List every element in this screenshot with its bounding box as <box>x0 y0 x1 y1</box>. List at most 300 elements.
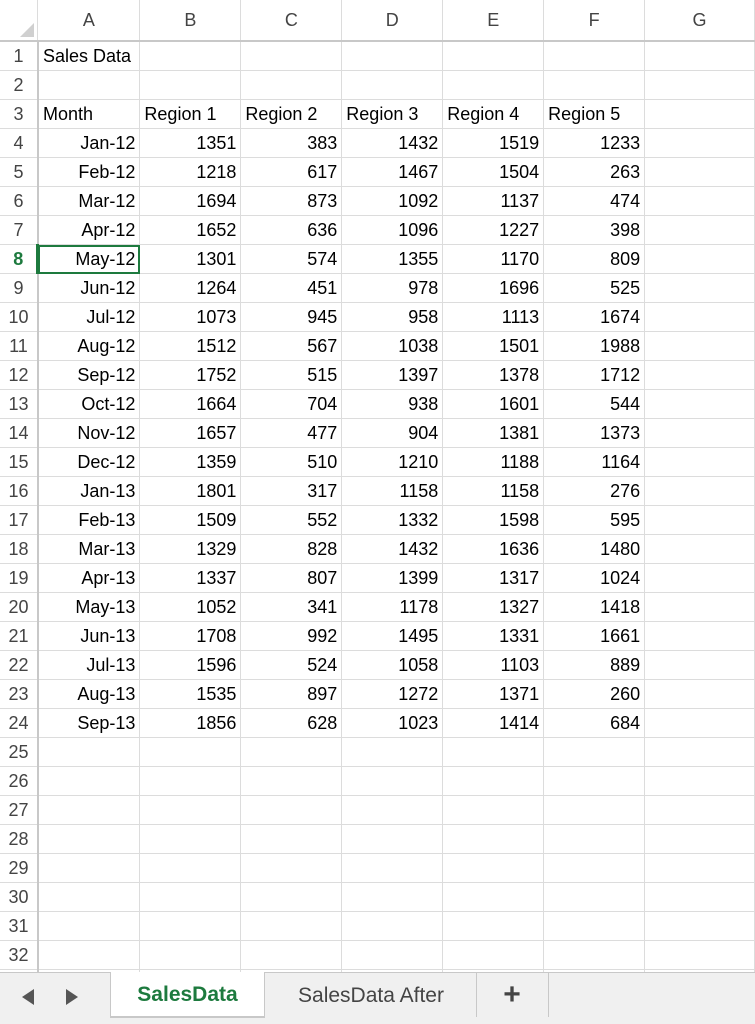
cell-g2[interactable] <box>645 71 755 100</box>
cell-c8[interactable]: 574 <box>241 245 342 274</box>
cell-e30[interactable] <box>443 883 544 912</box>
cell-d26[interactable] <box>342 767 443 796</box>
cell-d23[interactable]: 1272 <box>342 680 443 709</box>
cell-f2[interactable] <box>544 71 645 100</box>
cell-f32[interactable] <box>544 941 645 970</box>
cell-f11[interactable]: 1988 <box>544 332 645 361</box>
cell-c22[interactable]: 524 <box>241 651 342 680</box>
cell-d17[interactable]: 1332 <box>342 506 443 535</box>
sheet-row <box>0 448 755 477</box>
cell-a14[interactable]: Nov-12 <box>38 419 140 448</box>
cell-c9[interactable]: 451 <box>241 274 342 303</box>
cell-b4[interactable]: 1351 <box>140 129 241 158</box>
cell-d8[interactable]: 1355 <box>342 245 443 274</box>
cell-c16[interactable]: 317 <box>241 477 342 506</box>
cell-a21[interactable]: Jun-13 <box>38 622 140 651</box>
cell-f22[interactable]: 889 <box>544 651 645 680</box>
cell-f20[interactable]: 1418 <box>544 593 645 622</box>
cell-c13[interactable]: 704 <box>241 390 342 419</box>
sheet-row <box>0 709 755 738</box>
cell-b17[interactable]: 1509 <box>140 506 241 535</box>
cell-g3[interactable] <box>645 100 755 129</box>
cell-e4[interactable]: 1519 <box>443 129 544 158</box>
cell-c5[interactable]: 617 <box>241 158 342 187</box>
cell-f10[interactable]: 1674 <box>544 303 645 332</box>
cell-a3[interactable]: Month <box>38 100 140 129</box>
cell-f3[interactable]: Region 5 <box>544 100 645 129</box>
cell-e26[interactable] <box>443 767 544 796</box>
cell-e13[interactable]: 1601 <box>443 390 544 419</box>
cell-d15[interactable]: 1210 <box>342 448 443 477</box>
sheet-row <box>0 71 755 100</box>
cell-g1[interactable] <box>645 41 755 71</box>
row-header[interactable]: 29 <box>0 854 38 883</box>
cell-a26[interactable] <box>38 767 140 796</box>
row-header[interactable]: 17 <box>0 506 38 535</box>
select-all-corner[interactable] <box>0 0 38 41</box>
cell-d6[interactable]: 1092 <box>342 187 443 216</box>
cell-d21[interactable]: 1495 <box>342 622 443 651</box>
cell-g18[interactable] <box>645 535 755 564</box>
cell-g13[interactable] <box>645 390 755 419</box>
cell-f12[interactable]: 1712 <box>544 361 645 390</box>
cell-c14[interactable]: 477 <box>241 419 342 448</box>
cell-b12[interactable]: 1752 <box>140 361 241 390</box>
cell-b23[interactable]: 1535 <box>140 680 241 709</box>
cell-e32[interactable] <box>443 941 544 970</box>
cell-e21[interactable]: 1331 <box>443 622 544 651</box>
cell-f4[interactable]: 1233 <box>544 129 645 158</box>
cell-a16[interactable]: Jan-13 <box>38 477 140 506</box>
cell-b29[interactable] <box>140 854 241 883</box>
cell-g4[interactable] <box>645 129 755 158</box>
column-header-f[interactable]: F <box>544 0 645 41</box>
cell-a23[interactable]: Aug-13 <box>38 680 140 709</box>
sheet-row <box>0 680 755 709</box>
row-header[interactable]: 12 <box>0 361 38 390</box>
cell-f14[interactable]: 1373 <box>544 419 645 448</box>
tab-salesdata-after[interactable]: SalesData After <box>266 973 477 1017</box>
cell-a15[interactable]: Dec-12 <box>38 448 140 477</box>
row-header[interactable]: 8 <box>0 245 38 274</box>
row-header[interactable]: 10 <box>0 303 38 332</box>
sheet-row <box>0 593 755 622</box>
cell-b26[interactable] <box>140 767 241 796</box>
cell-b5[interactable]: 1218 <box>140 158 241 187</box>
cell-c30[interactable] <box>241 883 342 912</box>
cell-g12[interactable] <box>645 361 755 390</box>
sheet-row <box>0 100 755 129</box>
cell-c31[interactable] <box>241 912 342 941</box>
row-header[interactable]: 2 <box>0 71 38 100</box>
cell-e12[interactable]: 1378 <box>443 361 544 390</box>
cell-b28[interactable] <box>140 825 241 854</box>
cell-f23[interactable]: 260 <box>544 680 645 709</box>
cell-b1[interactable] <box>140 41 241 71</box>
sheet-row <box>0 535 755 564</box>
cell-g7[interactable] <box>645 216 755 245</box>
cell-c7[interactable]: 636 <box>241 216 342 245</box>
cell-f24[interactable]: 684 <box>544 709 645 738</box>
cell-a17[interactable]: Feb-13 <box>38 506 140 535</box>
column-header-row <box>0 0 755 41</box>
cell-b9[interactable]: 1264 <box>140 274 241 303</box>
row-header[interactable]: 14 <box>0 419 38 448</box>
cell-g28[interactable] <box>645 825 755 854</box>
cell-e18[interactable]: 1636 <box>443 535 544 564</box>
cell-c3[interactable]: Region 2 <box>241 100 342 129</box>
cell-e29[interactable] <box>443 854 544 883</box>
cell-a11[interactable]: Aug-12 <box>38 332 140 361</box>
cell-b11[interactable]: 1512 <box>140 332 241 361</box>
cell-e23[interactable]: 1371 <box>443 680 544 709</box>
cell-e6[interactable]: 1137 <box>443 187 544 216</box>
cell-a5[interactable]: Feb-12 <box>38 158 140 187</box>
cell-f31[interactable] <box>544 912 645 941</box>
tab-salesdata[interactable]: SalesData <box>110 972 265 1018</box>
cell-b19[interactable]: 1337 <box>140 564 241 593</box>
cell-a31[interactable] <box>38 912 140 941</box>
cell-c15[interactable]: 510 <box>241 448 342 477</box>
cell-b16[interactable]: 1801 <box>140 477 241 506</box>
cell-g5[interactable] <box>645 158 755 187</box>
sheet-row <box>0 187 755 216</box>
cell-g31[interactable] <box>645 912 755 941</box>
row-header[interactable]: 22 <box>0 651 38 680</box>
cell-a28[interactable] <box>38 825 140 854</box>
cell-d20[interactable]: 1178 <box>342 593 443 622</box>
row-header[interactable]: 4 <box>0 129 38 158</box>
cell-c6[interactable]: 873 <box>241 187 342 216</box>
cell-f26[interactable] <box>544 767 645 796</box>
cell-d16[interactable]: 1158 <box>342 477 443 506</box>
cell-f28[interactable] <box>544 825 645 854</box>
cell-b7[interactable]: 1652 <box>140 216 241 245</box>
column-header-a[interactable]: A <box>38 0 140 41</box>
cell-d9[interactable]: 978 <box>342 274 443 303</box>
cell-e17[interactable]: 1598 <box>443 506 544 535</box>
cell-b14[interactable]: 1657 <box>140 419 241 448</box>
cell-e24[interactable]: 1414 <box>443 709 544 738</box>
cell-c24[interactable]: 628 <box>241 709 342 738</box>
cell-f30[interactable] <box>544 883 645 912</box>
cell-c1[interactable] <box>241 41 342 71</box>
column-header-c[interactable]: C <box>241 0 342 41</box>
cell-g8[interactable] <box>645 245 755 274</box>
sheet-row <box>0 332 755 361</box>
sheet-row <box>0 506 755 535</box>
row-header[interactable]: 19 <box>0 564 38 593</box>
column-header-g[interactable]: G <box>645 0 755 41</box>
cell-a2[interactable] <box>38 71 140 100</box>
cell-f19[interactable]: 1024 <box>544 564 645 593</box>
cell-g16[interactable] <box>645 477 755 506</box>
cell-e11[interactable]: 1501 <box>443 332 544 361</box>
column-header-b[interactable]: B <box>140 0 241 41</box>
cell-b25[interactable] <box>140 738 241 767</box>
row-header[interactable]: 25 <box>0 738 38 767</box>
row-header[interactable]: 16 <box>0 477 38 506</box>
cell-a4[interactable]: Jan-12 <box>38 129 140 158</box>
cell-d25[interactable] <box>342 738 443 767</box>
cell-d29[interactable] <box>342 854 443 883</box>
cell-d24[interactable]: 1023 <box>342 709 443 738</box>
cell-e8[interactable]: 1170 <box>443 245 544 274</box>
row-header[interactable]: 18 <box>0 535 38 564</box>
cell-d27[interactable] <box>342 796 443 825</box>
cell-c18[interactable]: 828 <box>241 535 342 564</box>
cell-d10[interactable]: 958 <box>342 303 443 332</box>
cell-a24[interactable]: Sep-13 <box>38 709 140 738</box>
cell-d28[interactable] <box>342 825 443 854</box>
sheet-row <box>0 390 755 419</box>
sheet-row <box>0 912 755 941</box>
cell-a1[interactable]: Sales Data <box>38 41 140 71</box>
cell-b30[interactable] <box>140 883 241 912</box>
cell-b24[interactable]: 1856 <box>140 709 241 738</box>
sheet-row <box>0 941 755 970</box>
sheet-row <box>0 883 755 912</box>
cell-c17[interactable]: 552 <box>241 506 342 535</box>
cell-e15[interactable]: 1188 <box>443 448 544 477</box>
cell-f8[interactable]: 809 <box>544 245 645 274</box>
cell-f7[interactable]: 398 <box>544 216 645 245</box>
cell-e5[interactable]: 1504 <box>443 158 544 187</box>
sheet-row <box>0 361 755 390</box>
cell-g21[interactable] <box>645 622 755 651</box>
sheet-row <box>0 216 755 245</box>
cell-d3[interactable]: Region 3 <box>342 100 443 129</box>
cell-e3[interactable]: Region 4 <box>443 100 544 129</box>
cell-f27[interactable] <box>544 796 645 825</box>
cell-b22[interactable]: 1596 <box>140 651 241 680</box>
cell-b31[interactable] <box>140 912 241 941</box>
cell-e9[interactable]: 1696 <box>443 274 544 303</box>
cell-a9[interactable]: Jun-12 <box>38 274 140 303</box>
cell-e22[interactable]: 1103 <box>443 651 544 680</box>
sheet-row <box>0 564 755 593</box>
cell-e1[interactable] <box>443 41 544 71</box>
cell-e14[interactable]: 1381 <box>443 419 544 448</box>
cell-c27[interactable] <box>241 796 342 825</box>
cell-d22[interactable]: 1058 <box>342 651 443 680</box>
cell-d7[interactable]: 1096 <box>342 216 443 245</box>
cell-f18[interactable]: 1480 <box>544 535 645 564</box>
sheet-row <box>0 738 755 767</box>
cell-f5[interactable]: 263 <box>544 158 645 187</box>
cell-e28[interactable] <box>443 825 544 854</box>
cell-a10[interactable]: Jul-12 <box>38 303 140 332</box>
cell-e20[interactable]: 1327 <box>443 593 544 622</box>
cell-f16[interactable]: 276 <box>544 477 645 506</box>
cell-c12[interactable]: 515 <box>241 361 342 390</box>
cell-b6[interactable]: 1694 <box>140 187 241 216</box>
row-header[interactable]: 3 <box>0 100 38 129</box>
row-header[interactable]: 24 <box>0 709 38 738</box>
row-header[interactable]: 5 <box>0 158 38 187</box>
cell-e25[interactable] <box>443 738 544 767</box>
sheet-tab-bar <box>0 972 755 1024</box>
cell-a32[interactable] <box>38 941 140 970</box>
cell-a8[interactable]: May-12 <box>38 245 140 274</box>
cell-g17[interactable] <box>645 506 755 535</box>
cell-b10[interactable]: 1073 <box>140 303 241 332</box>
cell-e2[interactable] <box>443 71 544 100</box>
cell-a18[interactable]: Mar-13 <box>38 535 140 564</box>
cell-c23[interactable]: 897 <box>241 680 342 709</box>
cell-c21[interactable]: 992 <box>241 622 342 651</box>
row-header[interactable]: 20 <box>0 593 38 622</box>
column-header-d[interactable]: D <box>342 0 443 41</box>
cell-d31[interactable] <box>342 912 443 941</box>
sheet-row <box>0 651 755 680</box>
cell-e16[interactable]: 1158 <box>443 477 544 506</box>
cell-c4[interactable]: 383 <box>241 129 342 158</box>
cell-g30[interactable] <box>645 883 755 912</box>
cell-f17[interactable]: 595 <box>544 506 645 535</box>
cell-d11[interactable]: 1038 <box>342 332 443 361</box>
cell-g19[interactable] <box>645 564 755 593</box>
cell-g20[interactable] <box>645 593 755 622</box>
cell-g24[interactable] <box>645 709 755 738</box>
row-header[interactable]: 21 <box>0 622 38 651</box>
row-header[interactable]: 31 <box>0 912 38 941</box>
cell-f15[interactable]: 1164 <box>544 448 645 477</box>
cell-d32[interactable] <box>342 941 443 970</box>
cell-f13[interactable]: 544 <box>544 390 645 419</box>
row-header[interactable]: 7 <box>0 216 38 245</box>
cell-g11[interactable] <box>645 332 755 361</box>
sheet-row <box>0 419 755 448</box>
cell-d14[interactable]: 904 <box>342 419 443 448</box>
cell-e19[interactable]: 1317 <box>443 564 544 593</box>
cell-d1[interactable] <box>342 41 443 71</box>
sheet-row <box>0 477 755 506</box>
row-header[interactable]: 26 <box>0 767 38 796</box>
cell-d5[interactable]: 1467 <box>342 158 443 187</box>
sheet-row <box>0 274 755 303</box>
cell-d19[interactable]: 1399 <box>342 564 443 593</box>
cell-g15[interactable] <box>645 448 755 477</box>
cell-d30[interactable] <box>342 883 443 912</box>
sheet-row <box>0 303 755 332</box>
cell-f25[interactable] <box>544 738 645 767</box>
cell-g32[interactable] <box>645 941 755 970</box>
cell-d4[interactable]: 1432 <box>342 129 443 158</box>
row-header[interactable]: 23 <box>0 680 38 709</box>
row-header[interactable]: 11 <box>0 332 38 361</box>
column-header-e[interactable]: E <box>443 0 544 41</box>
triangle-right-icon[interactable] <box>66 989 78 1005</box>
cell-c26[interactable] <box>241 767 342 796</box>
cell-b3[interactable]: Region 1 <box>140 100 241 129</box>
cell-c28[interactable] <box>241 825 342 854</box>
row-header[interactable]: 1 <box>0 41 38 71</box>
cell-g27[interactable] <box>645 796 755 825</box>
cell-c11[interactable]: 567 <box>241 332 342 361</box>
cell-c20[interactable]: 341 <box>241 593 342 622</box>
cell-e10[interactable]: 1113 <box>443 303 544 332</box>
cell-c29[interactable] <box>241 854 342 883</box>
cell-a20[interactable]: May-13 <box>38 593 140 622</box>
cell-g23[interactable] <box>645 680 755 709</box>
sheet-row <box>0 767 755 796</box>
cell-g14[interactable] <box>645 419 755 448</box>
cell-f9[interactable]: 525 <box>544 274 645 303</box>
cell-g9[interactable] <box>645 274 755 303</box>
cell-c2[interactable] <box>241 71 342 100</box>
cell-b18[interactable]: 1329 <box>140 535 241 564</box>
cell-f6[interactable]: 474 <box>544 187 645 216</box>
cell-g6[interactable] <box>645 187 755 216</box>
cell-b13[interactable]: 1664 <box>140 390 241 419</box>
cell-a22[interactable]: Jul-13 <box>38 651 140 680</box>
cell-a19[interactable]: Apr-13 <box>38 564 140 593</box>
row-header[interactable]: 27 <box>0 796 38 825</box>
cell-f1[interactable] <box>544 41 645 71</box>
cell-g29[interactable] <box>645 854 755 883</box>
sheet-row <box>0 129 755 158</box>
cell-e27[interactable] <box>443 796 544 825</box>
cell-d13[interactable]: 938 <box>342 390 443 419</box>
cell-b27[interactable] <box>140 796 241 825</box>
row-header[interactable]: 32 <box>0 941 38 970</box>
cell-e31[interactable] <box>443 912 544 941</box>
cell-b21[interactable]: 1708 <box>140 622 241 651</box>
cell-a30[interactable] <box>38 883 140 912</box>
sheet-row <box>0 854 755 883</box>
cell-a7[interactable]: Apr-12 <box>38 216 140 245</box>
cell-g22[interactable] <box>645 651 755 680</box>
cell-e7[interactable]: 1227 <box>443 216 544 245</box>
cell-g25[interactable] <box>645 738 755 767</box>
cell-c19[interactable]: 807 <box>241 564 342 593</box>
cell-d18[interactable]: 1432 <box>342 535 443 564</box>
sheet-row <box>0 41 755 71</box>
row-header[interactable]: 15 <box>0 448 38 477</box>
cell-c10[interactable]: 945 <box>241 303 342 332</box>
cell-g10[interactable] <box>645 303 755 332</box>
row-header[interactable]: 6 <box>0 187 38 216</box>
row-header[interactable]: 9 <box>0 274 38 303</box>
cell-f21[interactable]: 1661 <box>544 622 645 651</box>
row-header[interactable]: 13 <box>0 390 38 419</box>
cell-b20[interactable]: 1052 <box>140 593 241 622</box>
cell-d12[interactable]: 1397 <box>342 361 443 390</box>
cell-b2[interactable] <box>140 71 241 100</box>
cell-d2[interactable] <box>342 71 443 100</box>
cell-c25[interactable] <box>241 738 342 767</box>
cell-a27[interactable] <box>38 796 140 825</box>
row-header[interactable]: 28 <box>0 825 38 854</box>
cell-g26[interactable] <box>645 767 755 796</box>
cell-a13[interactable]: Oct-12 <box>38 390 140 419</box>
sheet-row <box>0 796 755 825</box>
triangle-left-icon[interactable] <box>22 989 34 1005</box>
cell-a12[interactable]: Sep-12 <box>38 361 140 390</box>
cell-a6[interactable]: Mar-12 <box>38 187 140 216</box>
cell-c32[interactable] <box>241 941 342 970</box>
add-sheet-button[interactable]: + <box>476 973 549 1017</box>
cell-b32[interactable] <box>140 941 241 970</box>
cell-b15[interactable]: 1359 <box>140 448 241 477</box>
cell-f29[interactable] <box>544 854 645 883</box>
row-header[interactable]: 30 <box>0 883 38 912</box>
sheet-row <box>0 622 755 651</box>
cell-a25[interactable] <box>38 738 140 767</box>
cell-a29[interactable] <box>38 854 140 883</box>
cell-b8[interactable]: 1301 <box>140 245 241 274</box>
